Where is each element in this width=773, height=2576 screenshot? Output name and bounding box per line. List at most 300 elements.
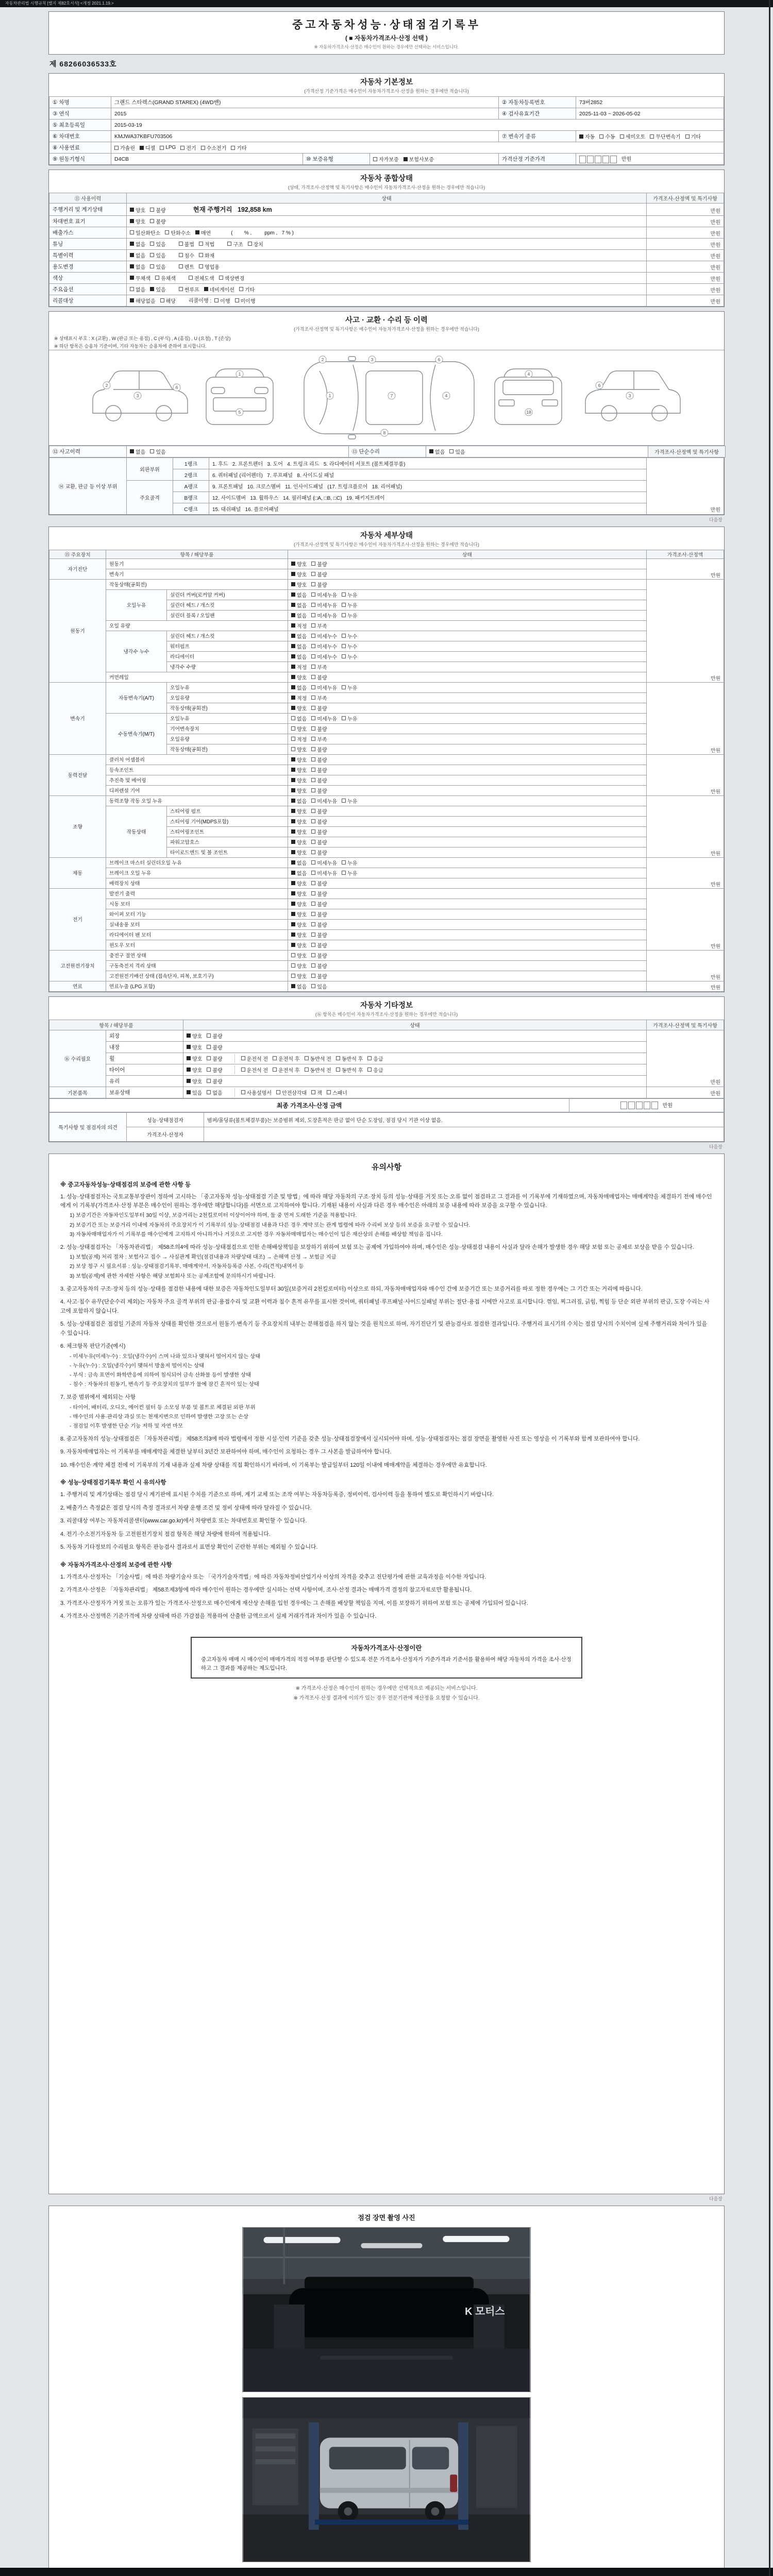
field-value: 2025-11-03 ~ 2026-05-02: [576, 108, 724, 120]
checkbox-미세누유[interactable]: [311, 797, 337, 805]
checkbox-적정[interactable]: [291, 735, 307, 743]
checkbox-없음[interactable]: [130, 263, 145, 270]
form-reference-bar: [0, 0, 773, 7]
checkbox-box: [311, 902, 315, 906]
checkbox-미세누유[interactable]: [311, 869, 337, 877]
notice-subitem: 2) 보상 청구 시 필요서류 : 성능·상태점검기록부, 매매계약서, 자동차등록증 사본, 수리(견적)내역서 등: [70, 1264, 304, 1270]
checkbox-불량[interactable]: [207, 1055, 222, 1062]
checkbox-미세누수[interactable]: [311, 642, 337, 650]
checkbox-불량[interactable]: [311, 766, 327, 774]
checkbox-렌트[interactable]: [179, 263, 194, 270]
checkbox-불량[interactable]: [311, 725, 327, 733]
checkbox-양호[interactable]: [291, 766, 307, 774]
checkbox-구조[interactable]: [227, 240, 243, 248]
checkbox-label: 부족: [317, 665, 327, 671]
checkbox-label: 구조: [233, 242, 243, 248]
section-inspection-photos: [48, 2206, 725, 2570]
checkbox-없음[interactable]: [130, 448, 145, 455]
checkbox-유채색[interactable]: [155, 274, 176, 282]
checkbox-누유[interactable]: [342, 797, 357, 805]
notice-item: 5. 자동차 기타정보의 수리필요 항목은 관능검사 결과로서 표면상 확인이 곤란한 부위는 제외될 수 있습니다.: [60, 1544, 318, 1551]
checkbox-label: 양호: [297, 902, 307, 908]
checkbox-label: 양호: [297, 778, 307, 784]
checkbox-사용설명서[interactable]: [241, 1089, 272, 1096]
device-row: [49, 795, 724, 806]
checkbox-불량[interactable]: [311, 910, 327, 918]
checkbox-불량[interactable]: [311, 818, 327, 825]
state-cell: [288, 579, 647, 589]
checkbox-있음[interactable]: [311, 982, 327, 990]
checkbox-있음[interactable]: [449, 448, 465, 455]
checkbox-label: 불량: [317, 675, 327, 681]
checkbox-없음[interactable]: [291, 869, 307, 877]
checkbox-해당[interactable]: [160, 297, 176, 304]
checkbox-운전석 전[interactable]: [241, 1066, 268, 1074]
checkbox-box: [373, 157, 377, 161]
checkbox-미세누수[interactable]: [311, 632, 337, 640]
checkbox-불량[interactable]: [311, 838, 327, 846]
checkbox-불량[interactable]: [311, 900, 327, 908]
checkbox-불량[interactable]: [311, 849, 327, 856]
checkbox-누유[interactable]: [342, 612, 357, 619]
state-cell: [288, 662, 647, 672]
checkbox-label: 양호: [297, 891, 307, 897]
checkbox-box: [311, 757, 315, 761]
checkbox-양호[interactable]: [291, 756, 307, 764]
checkbox-누유[interactable]: [342, 715, 357, 722]
checkbox-양호[interactable]: [291, 931, 307, 939]
checkbox-label: 누유: [347, 603, 358, 609]
checkbox-운전석 전[interactable]: [241, 1055, 268, 1062]
rank-legend: ※ 하단 항목은 승용차 기준이며, 기타 자동차는 승용차에 준하여 표시합니다.: [54, 343, 207, 349]
svg-text:8: 8: [383, 430, 386, 435]
checkbox-침수[interactable]: [179, 251, 194, 259]
checkbox-양호[interactable]: [291, 910, 307, 918]
checkbox-누수[interactable]: [342, 653, 357, 660]
field-label: ③ 연식: [49, 108, 111, 120]
rank-label: C랭크: [173, 503, 209, 514]
checkbox-미세누유[interactable]: [311, 591, 337, 599]
table-row: [49, 131, 724, 142]
checkbox-해당없음[interactable]: [130, 297, 156, 304]
checkbox-box: [291, 860, 295, 865]
other-info-note: (⑯ 항목은 매수인이 자동차가격조사·산정을 원하는 경우에만 적습니다): [315, 1011, 458, 1017]
checkbox-label: 양호: [297, 963, 307, 970]
checkbox-부족[interactable]: [311, 735, 327, 743]
checkbox-label: 운전석 후: [278, 1067, 300, 1074]
checkbox-box: [150, 253, 154, 257]
checkbox-네비게이션[interactable]: [204, 285, 234, 293]
checkbox-양호[interactable]: [187, 1043, 202, 1051]
checkbox-불량[interactable]: [150, 206, 165, 214]
checkbox-양호[interactable]: [291, 849, 307, 856]
checkbox-썬루프[interactable]: [179, 285, 199, 293]
checkbox-미세누유[interactable]: [311, 715, 337, 722]
checkbox-양호[interactable]: [291, 704, 307, 712]
checkbox-전체도색[interactable]: [189, 274, 214, 282]
notice-item: 9. 자동차매매업자는 이 기록부를 매매계약을 체결한 날부터 3년간 보관하여야 하며, 매수인이 요청하는 경우 그 사본을 발급하여야 합니다.: [60, 1449, 392, 1455]
checkbox-box: [311, 974, 315, 978]
checkbox-box: [311, 562, 315, 566]
checkbox-불량[interactable]: [311, 879, 327, 887]
checkbox-기타[interactable]: [239, 285, 255, 293]
checkbox-불량[interactable]: [207, 1066, 222, 1074]
checkbox-불량[interactable]: [311, 756, 327, 764]
checkbox-디젤[interactable]: [140, 144, 155, 151]
checkbox-적정[interactable]: [291, 663, 307, 671]
checkbox-불량[interactable]: [207, 1043, 222, 1051]
column-header: 가격조사·산정액 및 특기사항: [647, 1020, 724, 1030]
checkbox-양호[interactable]: [291, 725, 307, 733]
checkbox-전기[interactable]: [180, 144, 196, 151]
item-label: 스티어링조인트: [167, 826, 288, 837]
price-cell: 만원: [647, 754, 724, 795]
checkbox-box: [291, 891, 295, 895]
checkbox-적법[interactable]: [199, 240, 214, 248]
checkbox-label: 미세누유: [317, 613, 337, 619]
checkbox-보험사보증[interactable]: [404, 155, 434, 163]
checkbox-양호[interactable]: [187, 1066, 202, 1074]
checkbox-이행[interactable]: [214, 297, 230, 304]
checkbox-미세누유[interactable]: [311, 684, 337, 691]
checkbox-양호[interactable]: [291, 560, 307, 568]
checkbox-불량[interactable]: [311, 941, 327, 949]
checkbox-양호[interactable]: [291, 818, 307, 825]
field-label: 가격산정 기준가격: [499, 154, 576, 165]
checkbox-색상변경[interactable]: [219, 274, 245, 282]
checkbox-양호[interactable]: [291, 828, 307, 836]
checkbox-가솔린[interactable]: [114, 144, 135, 151]
amount-digit-box: [579, 156, 586, 163]
checkbox-있음[interactable]: [150, 448, 165, 455]
checkbox-label: 불량: [212, 1033, 223, 1040]
checkbox-box: [311, 953, 315, 957]
checkbox-불량[interactable]: [311, 581, 327, 588]
checkbox-누유[interactable]: [342, 591, 357, 599]
checkbox-양호[interactable]: [291, 570, 307, 578]
checkbox-label: 양호: [297, 943, 307, 949]
checkbox-box: [291, 747, 295, 751]
checkbox-box: [311, 747, 315, 751]
checkbox-양호[interactable]: [291, 890, 307, 897]
checkbox-불량[interactable]: [311, 673, 327, 681]
checkbox-없음[interactable]: [291, 797, 307, 805]
checkbox-box: [130, 253, 134, 257]
checkbox-box: [311, 933, 315, 937]
checkbox-label: 불량: [317, 726, 327, 733]
checkbox-없음[interactable]: [291, 715, 307, 722]
device-row: [49, 1075, 724, 1087]
device-group-label: 제동: [49, 857, 106, 888]
checkbox-label: 불량: [317, 963, 327, 970]
device-row: [49, 857, 724, 868]
checkbox-세미오토[interactable]: [620, 132, 646, 140]
checkbox-양호[interactable]: [187, 1077, 202, 1085]
opinion-role-label: 성능·상태점검자: [127, 1112, 204, 1127]
checkbox-미세누유[interactable]: [311, 859, 337, 867]
checkbox-양호[interactable]: [291, 900, 307, 908]
checkbox-box: [342, 634, 346, 638]
checkbox-운전석 후[interactable]: [273, 1066, 299, 1074]
checkbox-있음[interactable]: [150, 285, 165, 293]
checkbox-box: [291, 696, 295, 700]
checkbox-box: [311, 603, 315, 607]
accident-note: (가격조사·산정액 및 특기사항은 매수인이 자동차가격조사·산정을 원하는 경우에만 적습니다): [294, 326, 479, 332]
checkbox-불량[interactable]: [311, 972, 327, 980]
checkbox-box: [311, 912, 315, 916]
checkbox-부족[interactable]: [311, 663, 327, 671]
checkbox-수소전기[interactable]: [201, 144, 227, 151]
checkbox-양호[interactable]: [130, 217, 145, 225]
checkbox-미세누수[interactable]: [311, 653, 337, 660]
checkbox-무단변속기[interactable]: [650, 132, 680, 140]
checkbox-불량[interactable]: [311, 962, 327, 970]
checkbox-label: 누수: [347, 634, 358, 640]
checkbox-양호[interactable]: [291, 879, 307, 887]
checkbox-있음[interactable]: [150, 240, 165, 248]
checkbox-없음[interactable]: [291, 632, 307, 640]
device-group-label: 기본품목: [49, 1087, 106, 1098]
device-row: [49, 1087, 724, 1098]
checkbox-양호[interactable]: [291, 787, 307, 794]
checkbox-누유[interactable]: [342, 869, 357, 877]
checkbox-양호[interactable]: [130, 206, 145, 214]
checkbox-box: [291, 562, 295, 566]
checkbox-화재[interactable]: [199, 251, 214, 259]
price-cell: 만원: [647, 204, 724, 216]
checkbox-영업용[interactable]: [199, 263, 220, 270]
column-header: 상태: [127, 193, 647, 204]
checkbox-label: 수동: [605, 134, 615, 140]
checkbox-응급[interactable]: [367, 1055, 383, 1062]
checkbox-box: [291, 840, 295, 844]
checkbox-label: 동반석 후: [341, 1067, 363, 1074]
checkbox-box: [199, 253, 203, 257]
checkbox-label: 양호: [136, 208, 146, 214]
checkbox-없음[interactable]: [130, 285, 145, 293]
checkbox-양호[interactable]: [291, 745, 307, 753]
checkbox-양호[interactable]: [291, 962, 307, 970]
checkbox-기타[interactable]: [231, 144, 246, 151]
checkbox-동반석 전[interactable]: [305, 1055, 331, 1062]
checkbox-불량[interactable]: [207, 1077, 222, 1085]
state-cell: [288, 795, 647, 806]
checkbox-불량[interactable]: [207, 1032, 222, 1040]
checkbox-적정[interactable]: [291, 622, 307, 630]
item-label: 원동기: [106, 558, 288, 569]
price-cell: 만원: [647, 795, 724, 857]
checkbox-안전삼각대[interactable]: [276, 1089, 307, 1096]
checkbox-불량[interactable]: [311, 931, 327, 939]
checkbox-불량[interactable]: [150, 217, 165, 225]
checkbox-label: 양호: [297, 881, 307, 887]
device-row: [49, 960, 724, 971]
device-row: [49, 1030, 724, 1041]
checkbox-불량[interactable]: [311, 828, 327, 836]
checkbox-잭[interactable]: [311, 1089, 322, 1096]
svg-text:7: 7: [390, 393, 393, 398]
checkbox-동반석 후[interactable]: [336, 1066, 363, 1074]
checkbox-동반석 후[interactable]: [336, 1055, 363, 1062]
field-label: ⑩ 보증유형: [303, 154, 370, 165]
checkbox-box: [130, 276, 134, 280]
checkbox-없음[interactable]: [291, 642, 307, 650]
checkbox-누유[interactable]: [342, 601, 357, 609]
checkbox-양호[interactable]: [291, 673, 307, 681]
checkbox-없음[interactable]: [207, 1089, 222, 1096]
checkbox-자동[interactable]: [579, 132, 595, 140]
state-cell: [288, 785, 647, 795]
vehicle-diagram-area: [49, 350, 724, 446]
checkbox-일산화탄소[interactable]: [130, 229, 160, 236]
checkbox-양호[interactable]: [187, 1055, 202, 1062]
checkbox-매연[interactable]: [195, 229, 211, 236]
state-cell: [288, 631, 647, 641]
checkbox-있음[interactable]: [150, 263, 165, 270]
checkbox-기타[interactable]: [685, 132, 701, 140]
checkbox-box: [342, 871, 346, 875]
checkbox-없음[interactable]: [291, 859, 307, 867]
checkbox-없음[interactable]: [291, 653, 307, 660]
checkbox-스패너[interactable]: [327, 1089, 347, 1096]
checkbox-box: [311, 809, 315, 813]
checkbox-동반석 전[interactable]: [305, 1066, 331, 1074]
checkbox-장치[interactable]: [248, 240, 263, 248]
checkbox-부족[interactable]: [311, 622, 327, 630]
checkbox-label: 전기: [186, 146, 196, 151]
checkbox-box: [291, 819, 295, 823]
item-label: 시동 모터: [106, 899, 288, 909]
checkbox-box: [291, 654, 295, 658]
price-cell: 만원: [647, 227, 724, 238]
checkbox-양호[interactable]: [291, 941, 307, 949]
checkbox-양호[interactable]: [291, 581, 307, 588]
checkbox-미세누유[interactable]: [311, 612, 337, 619]
notice-item: 2. 성능·상태점검자는 「자동차관리법」 제58조의4에 따라 성능·상태점검으로 인한 손해배상책임을 보장하기 위하여 보험 또는 공제에 가입하여야 하며, 매수인은 성능·상태점검 내용이 사실과 달라 손해가 발생한 경우 해당 보험 또는 공제로 보상을 받을 수 있습니다.: [60, 1244, 694, 1250]
checkbox-불량[interactable]: [311, 776, 327, 784]
checkbox-불량[interactable]: [311, 807, 327, 815]
checkbox-label: 불량: [317, 778, 327, 784]
checkbox-누수[interactable]: [342, 642, 357, 650]
checkbox-label: 미세누유: [317, 860, 337, 867]
item-label: 연료누출 (LPG 포함): [106, 981, 288, 991]
table-row: [49, 108, 724, 120]
checkbox-없음[interactable]: [291, 601, 307, 609]
checkbox-불량[interactable]: [311, 890, 327, 897]
checkbox-양호[interactable]: [291, 921, 307, 928]
checkbox-box: [199, 264, 203, 268]
svg-text:1: 1: [238, 371, 241, 377]
device-row: [49, 713, 724, 723]
checkbox-box: [276, 1090, 280, 1094]
checkbox-없음[interactable]: [429, 448, 445, 455]
field-value: 2015-03-19: [111, 120, 724, 131]
device-row: [49, 682, 724, 692]
checkbox-label: 화재: [204, 253, 215, 259]
field-label: ⑨ 원동기형식: [49, 154, 111, 165]
checkbox-label: 불량: [317, 829, 327, 836]
checkbox-수동[interactable]: [599, 132, 615, 140]
checkbox-누수[interactable]: [342, 632, 357, 640]
checkbox-있음[interactable]: [150, 251, 165, 259]
checkbox-부족[interactable]: [311, 694, 327, 702]
photo-sign-text: K 모터스: [465, 2306, 505, 2317]
checkbox-label: 누수: [347, 644, 358, 650]
state-cell: [127, 215, 647, 227]
checkbox-불량[interactable]: [311, 745, 327, 753]
rank-items: 9. 프론트패널 10. 크로스멤버 11. 인사이드패널 (17. 트렁크플로어 18. 리어패널): [209, 480, 647, 492]
checkbox-box: [311, 685, 315, 689]
state-cell: [183, 1041, 647, 1053]
checkbox-없음[interactable]: [130, 240, 145, 248]
checkbox-불량[interactable]: [311, 787, 327, 794]
checkbox-양호[interactable]: [291, 776, 307, 784]
device-row: [49, 620, 724, 631]
checkbox-탄화수소[interactable]: [165, 229, 191, 236]
checkbox-누유[interactable]: [342, 684, 357, 691]
base-price-unit: 만원: [621, 157, 632, 163]
checkbox-불량[interactable]: [311, 704, 327, 712]
checkbox-없음[interactable]: [291, 982, 307, 990]
checkbox-box: [311, 829, 315, 834]
state-cell: [288, 847, 647, 857]
checkbox-없음[interactable]: [291, 684, 307, 691]
checkbox-box: [311, 654, 315, 658]
checkbox-누유[interactable]: [342, 859, 357, 867]
comprehensive-row: [49, 238, 724, 249]
checkbox-box: [130, 219, 134, 223]
checkbox-불량[interactable]: [311, 570, 327, 578]
checkbox-label: 양호: [192, 1079, 203, 1085]
checkbox-양호[interactable]: [291, 952, 307, 959]
checkbox-box: [311, 623, 315, 628]
checkbox-적정[interactable]: [291, 694, 307, 702]
checkbox-자가보증[interactable]: [373, 155, 399, 163]
checkbox-불법[interactable]: [179, 240, 194, 248]
item-label: 발전기 출력: [106, 888, 288, 899]
checkbox-불량[interactable]: [311, 921, 327, 928]
checkbox-응급[interactable]: [367, 1066, 383, 1074]
checkbox-없음[interactable]: [291, 612, 307, 619]
item-label: 실린더 블록 / 오일팬: [167, 610, 288, 620]
checkbox-미세누유[interactable]: [311, 601, 337, 609]
checkbox-label: 미세누수: [317, 644, 337, 650]
checkbox-불량[interactable]: [311, 560, 327, 568]
checkbox-LPG[interactable]: [160, 145, 176, 150]
checkbox-양호[interactable]: [291, 838, 307, 846]
checkbox-양호[interactable]: [291, 807, 307, 815]
device-row: [49, 754, 724, 765]
checkbox-양호[interactable]: [187, 1032, 202, 1040]
checkbox-불량[interactable]: [311, 952, 327, 959]
item-label: 브레이크 오일 누유: [106, 868, 288, 878]
checkbox-없음[interactable]: [291, 591, 307, 599]
checkbox-양호[interactable]: [291, 972, 307, 980]
base-price-digit-boxes: [579, 156, 618, 162]
checkbox-없음[interactable]: [130, 251, 145, 259]
checkbox-box: [130, 242, 134, 246]
checkbox-box: [342, 603, 346, 607]
state-cell: [288, 734, 647, 744]
checkbox-box: [241, 1067, 245, 1072]
item-label: 클러치 어셈블리: [106, 754, 288, 765]
document-number: 제 68266036533호: [49, 60, 117, 68]
checkbox-있음[interactable]: [187, 1089, 202, 1096]
checkbox-box: [311, 788, 315, 792]
checkbox-운전석 후[interactable]: [273, 1055, 299, 1062]
checkbox-미이행[interactable]: [235, 297, 256, 304]
checkbox-무채색[interactable]: [130, 274, 150, 282]
